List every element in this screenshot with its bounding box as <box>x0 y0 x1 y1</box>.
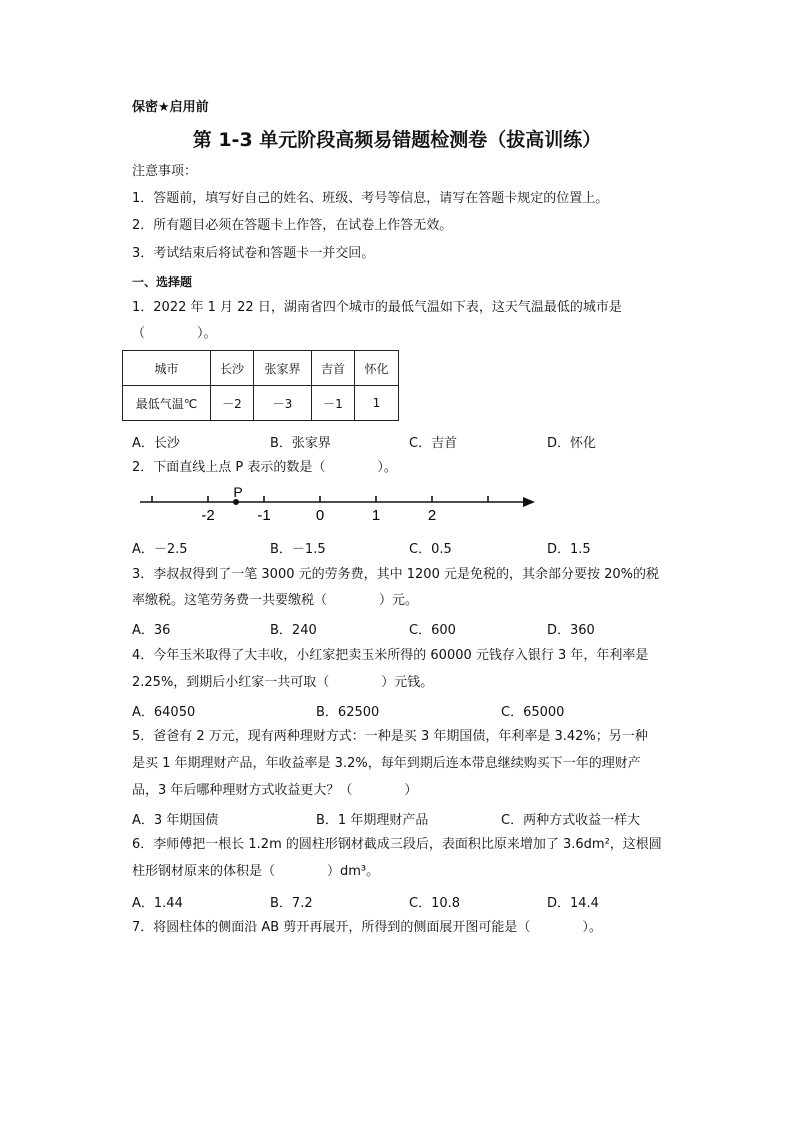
q6-option-d: D．14.4 <box>547 896 599 911</box>
q6-text-cont: 柱形钢材原来的体积是（ ）dm³。 <box>132 864 380 879</box>
table-cell: 城市 <box>123 351 211 386</box>
table-cell: 张家界 <box>254 351 312 386</box>
q2-option-c: C．0.5 <box>409 542 452 557</box>
page-title: 第 1-3 单元阶段高频易错题检测卷（拔高训练） <box>192 129 602 151</box>
notice-heading: 注意事项： <box>132 164 198 179</box>
tick-label: 1 <box>371 507 381 524</box>
q1-option-c: C．吉首 <box>409 436 458 451</box>
q6-text: 6．李师傅把一根长 1.2m 的圆柱形钢材截成三段后，表面积比原来增加了 3.6dm²，这根圆 <box>132 837 662 852</box>
q7-text: 7．将圆柱体的侧面沿 AB 剪开再展开，所得到的侧面展开图可能是（ ）。 <box>132 920 602 935</box>
q6-option-a: A．1.44 <box>132 896 183 911</box>
q4-option-c: C．65000 <box>501 705 565 720</box>
table-row <box>123 386 399 421</box>
q5-option-c: C．两种方式收益一样大 <box>501 813 641 828</box>
point-p-label: P <box>233 484 243 500</box>
table-cell: 1 <box>355 386 399 421</box>
temperature-table <box>122 350 399 421</box>
q4-text-cont: 2.25%，到期后小红家一共可取（ ）元钱。 <box>132 675 434 690</box>
table-cell: 长沙 <box>211 351 254 386</box>
q3-option-b: B．240 <box>270 623 317 638</box>
number-line-arrow <box>523 497 535 507</box>
tick-label: -1 <box>257 507 271 524</box>
q2-option-d: D．1.5 <box>547 542 591 557</box>
confidential-label: 保密★启用前 <box>132 100 209 115</box>
notice-item: 3．考试结束后将试卷和答题卡一并交回。 <box>132 246 375 261</box>
q2-option-b: B．－1.5 <box>270 542 326 557</box>
q4-option-b: B．62500 <box>316 705 380 720</box>
q1-text: 1．2022 年 1 月 22 日，湖南省四个城市的最低气温如下表，这天气温最低的城市是 <box>132 300 622 315</box>
q3-text-cont: 率缴税。这笔劳务费一共要缴税（ ）元。 <box>132 593 419 608</box>
q3-option-c: C．600 <box>409 623 456 638</box>
table-cell: 最低气温℃ <box>123 386 211 421</box>
notice-item: 1．答题前，填写好自己的姓名、班级、考号等信息，请写在答题卡规定的位置上。 <box>132 191 609 206</box>
q4-option-a: A．64050 <box>132 705 196 720</box>
q1-answer-blank: （ ）。 <box>132 326 217 341</box>
table-cell: 怀化 <box>355 351 399 386</box>
table-cell: －3 <box>254 386 312 421</box>
q3-option-a: A．36 <box>132 623 171 638</box>
q5-option-a: A．3 年期国债 <box>132 813 219 828</box>
q1-option-a: A．长沙 <box>132 436 180 451</box>
number-line <box>135 484 540 524</box>
q5-option-b: B．1 年期理财产品 <box>316 813 429 828</box>
table-header-row <box>123 351 399 386</box>
q6-option-c: C．10.8 <box>409 896 461 911</box>
q2-text: 2．下面直线上点 P 表示的数是（ ）。 <box>132 460 397 475</box>
q6-option-b: B．7.2 <box>270 896 313 911</box>
q4-text: 4．今年玉米取得了大丰收，小红家把卖玉米所得的 60000 元钱存入银行 3 年，年利率是 <box>132 648 649 663</box>
tick-label: -2 <box>201 507 215 524</box>
q5-text-cont: 品，3 年后哪种理财方式收益更大？（ ） <box>132 783 418 798</box>
q1-option-b: B．张家界 <box>270 436 331 451</box>
table-cell: 吉首 <box>312 351 355 386</box>
table-cell: －2 <box>211 386 254 421</box>
q2-option-a: A．－2.5 <box>132 542 188 557</box>
q5-text-cont: 是买 1 年期理财产品，年收益率是 3.2%，每年到期后连本带息继续购买下一年的理财产 <box>132 756 641 771</box>
tick-label: 2 <box>427 507 437 524</box>
notice-item: 2．所有题目必须在答题卡上作答，在试卷上作答无效。 <box>132 218 453 233</box>
number-line-ticks <box>152 496 488 502</box>
tick-label: 0 <box>315 507 325 524</box>
q3-option-d: D．360 <box>547 623 595 638</box>
q1-option-d: D．怀化 <box>547 436 597 451</box>
q5-text: 5．爸爸有 2 万元，现有两种理财方式：一种是买 3 年期国债，年利率是 3.42%；另一种 <box>132 729 648 744</box>
q3-text: 3．李叔叔得到了一笔 3000 元的劳务费，其中 1200 元是免税的，其余部分要按 20%的税 <box>132 567 659 582</box>
table-cell: －1 <box>312 386 355 421</box>
section-heading: 一、选择题 <box>132 275 193 289</box>
